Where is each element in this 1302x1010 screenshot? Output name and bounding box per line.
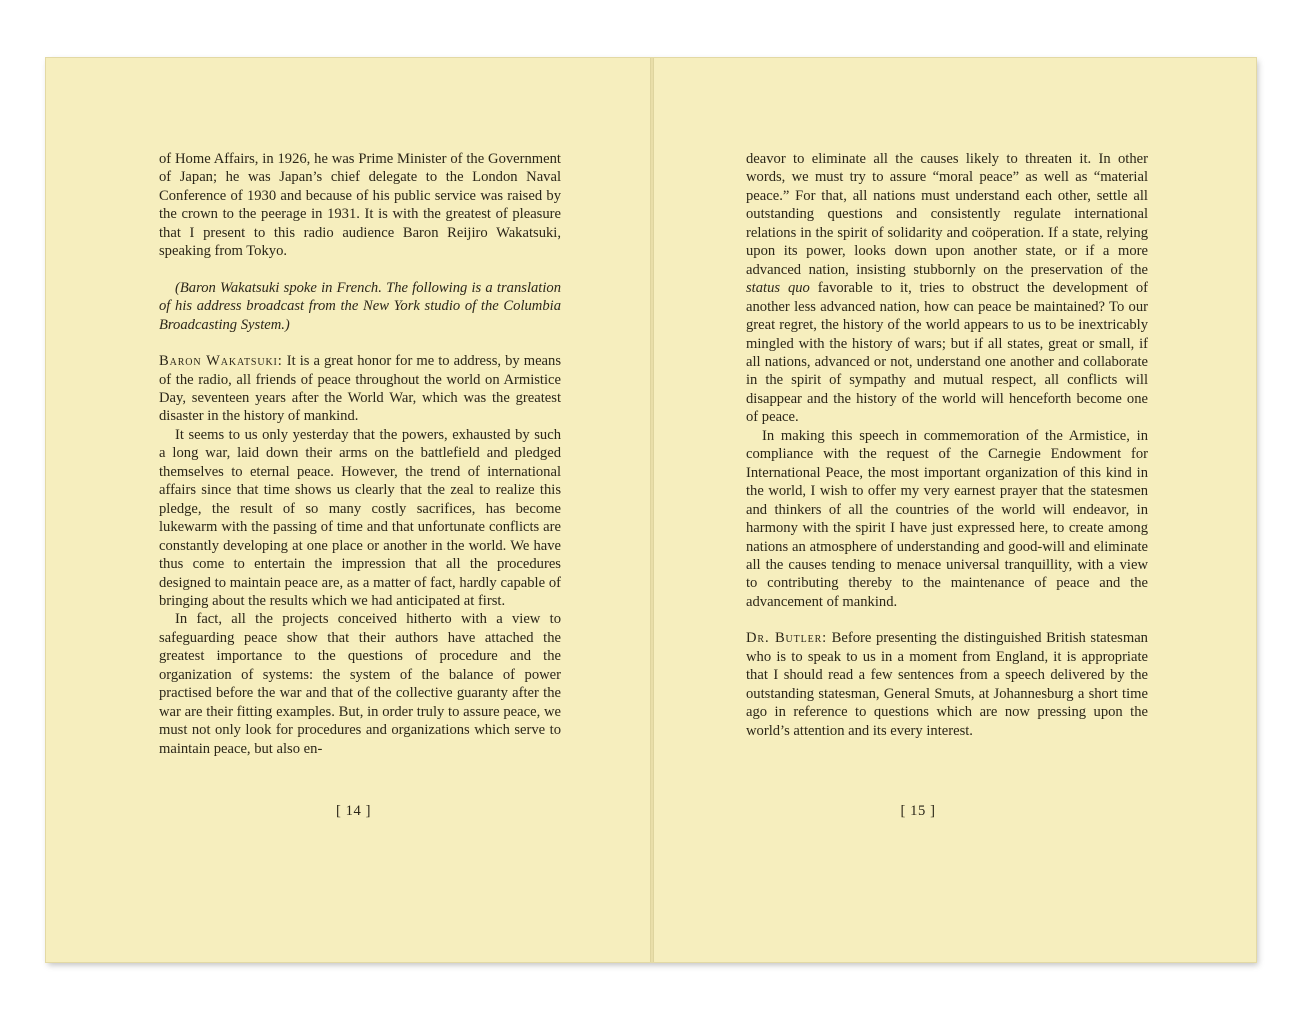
page-number: [ 15 ] (900, 803, 936, 819)
page-number: [ 14 ] (335, 803, 372, 819)
book-gutter (650, 58, 654, 962)
left-page (46, 58, 650, 962)
right-page-text (746, 150, 1148, 740)
paragraph-text: deavor to eliminate all the causes likely to threaten it. In other words, we must try to assure “moral peace” as well as “material peace.” For that, all nations must understand each other, settle all outstanding questions and consistently regulate international relations in the spirit of solidarity and coöperation. If a state, relying upon its power, looks down upon another state, or if a more advanced nation, insisting stubbornly on the preservation of the status quo favorable to it, tries to obstruct the development of another less advanced nation, how can peace be maintained? To our great regret, the history of the world appears to us to be inextricably mingled with the history of wars; but if all states, great or small, if all nations, advanced or not, understand one another and collaborate in the spirit of sympathy and mutual respect, all conflicts will disappear and the history of the world will henceforth become one of peace. (746, 151, 1148, 426)
paragraph (746, 629, 1148, 740)
right-page (654, 58, 1256, 962)
paragraph: In making this speech in commemoration of the Armistice, in compliance with the request of the Carnegie Endowment for International Peace, the most important organization of this kind in the world, I wish to offer my very earnest prayer that the statesmen and thinkers of all the countries of the world will endeavor, in harmony with the spirit I have just expressed here, to create among nations an atmosphere of understanding and good-will and eliminate all the causes tending to menace universal tranquillity, with a view to contributing thereby to the maintenance of peace and the advancement of mankind. (746, 427, 1148, 610)
paragraph (746, 150, 1148, 427)
speaker-name: Dr. Butler: (746, 630, 828, 647)
paragraph: It seems to us only yesterday that the powers, exhausted by such a long war, laid down their arms on the battlefield and pledged themselves to eternal peace. However, the trend of international affairs since that time shows us clearly that the zeal to realize this pledge, the result of so many costly sacrifices, has become lukewarm with the passing of time and that unfortunate conflicts are constantly developing at one place or another in the world. We have thus come to entertain the impression that all the procedures designed to maintain peace are, as a matter of fact, hardly capable of bringing about the results which we had anticipated at first. (159, 426, 561, 609)
translation-note: (Baron Wakatsuki spoke in French. The following is a translation of his address broadcast from the New York studio of the Columbia Broadcasting System.) (159, 279, 561, 333)
paragraph: of Home Affairs, in 1926, he was Prime Minister of the Government of Japan; he was Japan’s chief delegate to the London Naval Conference of 1930 and because of his public service was raised by the crown to the peerage in 1931. It is with the greatest of pleasure that I present to this radio audience Baron Reijiro Wakatsuki, speaking from Tokyo. (159, 151, 561, 260)
speaker-name: Baron Wakatsuki: (159, 353, 283, 370)
italic-term: status quo (746, 280, 810, 297)
paragraph: In fact, all the projects conceived hitherto with a view to safeguarding peace show that their authors have attached the greatest importance to the questions of procedure and the organization of systems: the system of the balance of power practised before the war and that of the collective guaranty after the war are their fitting examples. But, in order truly to assure peace, we must not only look for procedures and organizations which serve to maintain peace, but also en- (159, 611, 561, 757)
paragraph (159, 352, 561, 426)
paragraph-text: It is a great honor for me to address, by means of the radio, all friends of peace throughout the world on Armistice Day, seventeen years after the World War, which was the greatest disaster in the history of mankind. (159, 353, 561, 425)
paragraph-text: Before presenting the distinguished British statesman who is to speak to us in a moment from England, it is appropriate that I should read a few sentences from a speech delivered by the outstanding statesman, General Smuts, at Johannesburg a short time ago in reference to questions which are now pressing upon the world’s attention and its every interest. (746, 630, 1148, 739)
left-page-text (159, 150, 561, 758)
